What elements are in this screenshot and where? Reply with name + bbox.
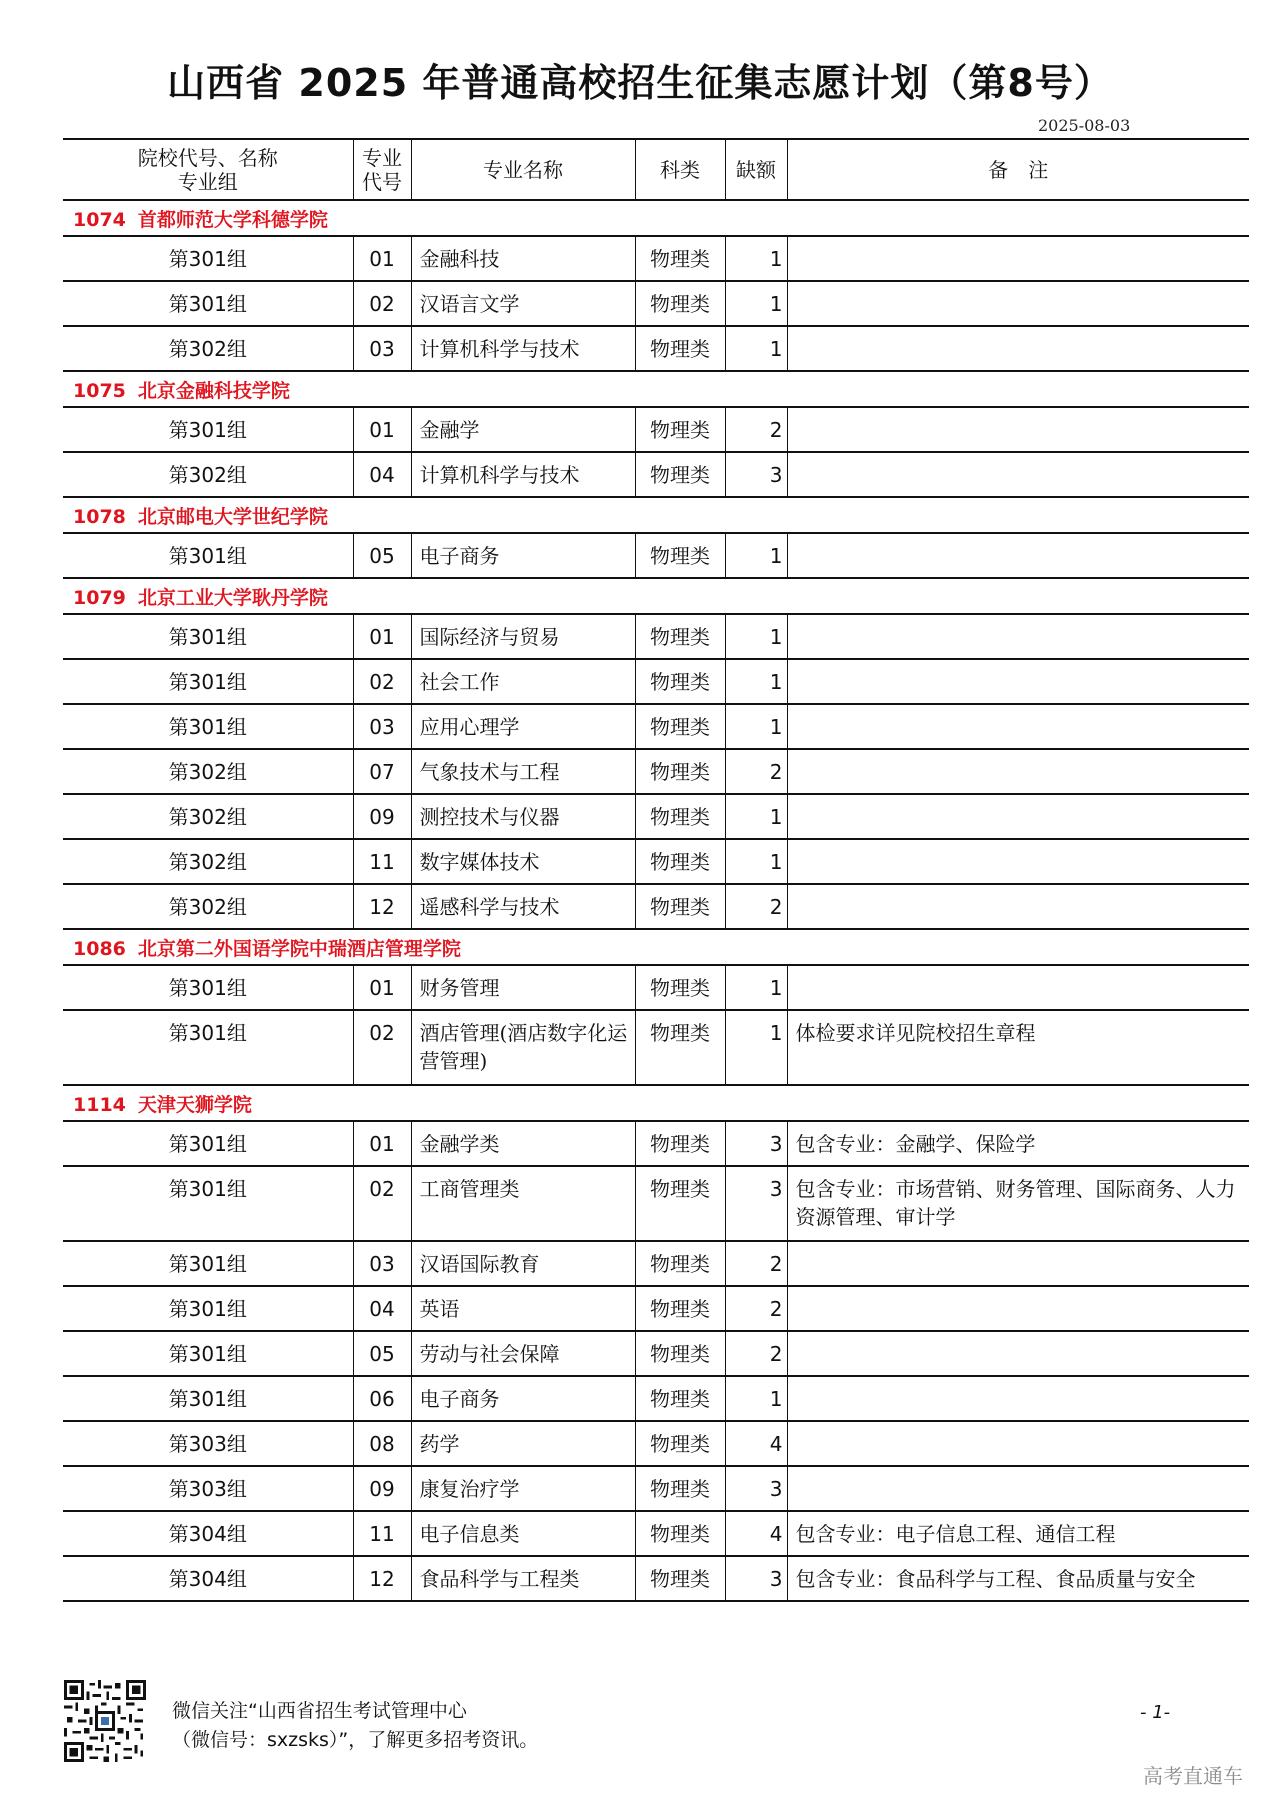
category-cell: 物理类 (635, 533, 725, 578)
table-row (63, 452, 1249, 497)
quota-cell: 1 (725, 839, 787, 884)
table-row (63, 1556, 1249, 1601)
category-cell: 物理类 (635, 1286, 725, 1331)
major-group-cell: 第301组 (63, 704, 353, 749)
qr-code-icon (64, 1680, 146, 1762)
remarks-cell: 包含专业：电子信息工程、通信工程 (787, 1511, 1249, 1556)
major-name-cell: 社会工作 (411, 659, 635, 704)
remarks-cell (787, 1421, 1249, 1466)
quota-cell: 2 (725, 1241, 787, 1286)
institution-name: 北京工业大学耿丹学院 (137, 586, 328, 609)
header-institution-label: 院校代号、名称 (137, 145, 278, 170)
remarks-cell (787, 533, 1249, 578)
institution-code: 1079 (73, 586, 126, 609)
major-code-cell: 06 (353, 1376, 411, 1421)
table-row (63, 1421, 1249, 1466)
major-code-cell: 03 (353, 704, 411, 749)
table-row (63, 281, 1249, 326)
table-row (63, 839, 1249, 884)
header-major-code (353, 139, 411, 200)
institution-code: 1086 (73, 937, 126, 960)
major-code-cell: 01 (353, 965, 411, 1010)
institution-row (63, 1085, 1249, 1121)
quota-cell: 2 (725, 749, 787, 794)
table-row (63, 407, 1249, 452)
remarks-cell (787, 326, 1249, 371)
remarks-cell (787, 749, 1249, 794)
major-group-cell: 第304组 (63, 1556, 353, 1601)
remarks-cell (787, 1376, 1249, 1421)
remarks-cell (787, 704, 1249, 749)
major-group-cell: 第304组 (63, 1511, 353, 1556)
major-name-cell: 康复治疗学 (411, 1466, 635, 1511)
footer-line-1: 微信关注“山西省招生考试管理中心 (172, 1700, 467, 1722)
major-name-cell: 金融学类 (411, 1121, 635, 1166)
category-cell: 物理类 (635, 1511, 725, 1556)
institution-row (63, 578, 1249, 614)
major-code-cell: 08 (353, 1421, 411, 1466)
table-row (63, 533, 1249, 578)
major-group-cell: 第301组 (63, 659, 353, 704)
major-group-cell: 第301组 (63, 407, 353, 452)
quota-cell: 2 (725, 884, 787, 929)
major-group-cell: 第301组 (63, 1286, 353, 1331)
major-group-cell: 第301组 (63, 614, 353, 659)
header-quota: 缺额 (725, 139, 787, 200)
table-row (63, 1241, 1249, 1286)
category-cell: 物理类 (635, 1376, 725, 1421)
major-code-cell: 11 (353, 1511, 411, 1556)
category-cell: 物理类 (635, 1331, 725, 1376)
major-name-cell: 金融学 (411, 407, 635, 452)
institution-name: 北京金融科技学院 (137, 379, 290, 402)
major-code-cell: 12 (353, 884, 411, 929)
major-code-cell: 02 (353, 659, 411, 704)
major-group-cell: 第302组 (63, 749, 353, 794)
major-name-cell: 计算机科学与技术 (411, 326, 635, 371)
table-row (63, 326, 1249, 371)
table-body (63, 200, 1249, 1601)
category-cell: 物理类 (635, 1241, 725, 1286)
table-row (63, 659, 1249, 704)
major-name-cell: 药学 (411, 1421, 635, 1466)
quota-cell: 4 (725, 1511, 787, 1556)
institution-row (63, 200, 1249, 236)
major-code-cell: 01 (353, 407, 411, 452)
quota-cell: 1 (725, 965, 787, 1010)
header-group-label: 专业组 (177, 169, 238, 194)
remarks-cell (787, 452, 1249, 497)
category-cell: 物理类 (635, 614, 725, 659)
quota-cell: 1 (725, 1376, 787, 1421)
quota-cell: 4 (725, 1421, 787, 1466)
quota-cell: 3 (725, 1121, 787, 1166)
remarks-cell (787, 1286, 1249, 1331)
institution-row (63, 371, 1249, 407)
major-code-cell: 07 (353, 749, 411, 794)
remarks-cell (787, 794, 1249, 839)
institution-name: 北京邮电大学世纪学院 (137, 505, 328, 528)
publish-date: 2025-08-03 (1038, 116, 1131, 135)
watermark: 高考直通车 (1143, 1764, 1243, 1788)
page-title: 山西省 2025 年普通高校招生征集志愿计划（第8号） (167, 61, 1113, 105)
quota-cell: 1 (725, 704, 787, 749)
institution-name: 首都师范大学科德学院 (137, 208, 328, 231)
enrollment-plan-table (63, 138, 1249, 1602)
major-code-cell: 03 (353, 1241, 411, 1286)
major-code-cell: 09 (353, 1466, 411, 1511)
institution-row (63, 497, 1249, 533)
quota-cell: 3 (725, 1166, 787, 1241)
major-code-cell: 03 (353, 326, 411, 371)
table-row (63, 614, 1249, 659)
remarks-cell (787, 407, 1249, 452)
table-row (63, 884, 1249, 929)
major-group-cell: 第301组 (63, 236, 353, 281)
header-major-name: 专业名称 (411, 139, 635, 200)
major-group-cell: 第302组 (63, 794, 353, 839)
institution-code: 1074 (73, 208, 126, 231)
category-cell: 物理类 (635, 1421, 725, 1466)
quota-cell: 1 (725, 281, 787, 326)
major-name-cell: 英语 (411, 1286, 635, 1331)
major-name-cell: 电子信息类 (411, 1511, 635, 1556)
major-group-cell: 第301组 (63, 1166, 353, 1241)
quota-cell: 1 (725, 659, 787, 704)
major-group-cell: 第301组 (63, 1241, 353, 1286)
remarks-cell: 包含专业：食品科学与工程、食品质量与安全 (787, 1556, 1249, 1601)
quota-cell: 2 (725, 1331, 787, 1376)
major-name-cell: 工商管理类 (411, 1166, 635, 1241)
table-row (63, 1286, 1249, 1331)
header-major-code-line2: 代号 (362, 169, 402, 194)
major-code-cell: 09 (353, 794, 411, 839)
major-group-cell: 第301组 (63, 533, 353, 578)
remarks-cell (787, 1331, 1249, 1376)
header-major-code-line1: 专业 (362, 145, 402, 170)
category-cell: 物理类 (635, 704, 725, 749)
table-row (63, 1331, 1249, 1376)
quota-cell: 1 (725, 1010, 787, 1085)
table-row (63, 749, 1249, 794)
major-code-cell: 02 (353, 1166, 411, 1241)
major-name-cell: 汉语言文学 (411, 281, 635, 326)
remarks-cell (787, 1466, 1249, 1511)
major-code-cell: 11 (353, 839, 411, 884)
major-group-cell: 第301组 (63, 1121, 353, 1166)
footer-note (172, 1697, 538, 1755)
remarks-cell (787, 1241, 1249, 1286)
institution-cell (63, 497, 1249, 533)
major-name-cell: 汉语国际教育 (411, 1241, 635, 1286)
quota-cell: 1 (725, 326, 787, 371)
major-group-cell: 第302组 (63, 452, 353, 497)
table-row (63, 1376, 1249, 1421)
remarks-cell (787, 659, 1249, 704)
major-code-cell: 05 (353, 533, 411, 578)
category-cell: 物理类 (635, 1010, 725, 1085)
header-category: 科类 (635, 139, 725, 200)
category-cell: 物理类 (635, 749, 725, 794)
category-cell: 物理类 (635, 1556, 725, 1601)
major-name-cell: 酒店管理(酒店数字化运营管理) (411, 1010, 635, 1085)
institution-name: 天津天狮学院 (137, 1093, 252, 1116)
major-name-cell: 应用心理学 (411, 704, 635, 749)
major-code-cell: 02 (353, 1010, 411, 1085)
major-group-cell: 第303组 (63, 1421, 353, 1466)
category-cell: 物理类 (635, 1121, 725, 1166)
institution-cell (63, 200, 1249, 236)
table-row (63, 794, 1249, 839)
category-cell: 物理类 (635, 1466, 725, 1511)
footer-line-2: （微信号：sxzsks）”，了解更多招考资讯。 (172, 1729, 539, 1751)
remarks-cell (787, 965, 1249, 1010)
table-row (63, 704, 1249, 749)
page-number: - 1- (1140, 1702, 1171, 1723)
major-group-cell: 第301组 (63, 965, 353, 1010)
category-cell: 物理类 (635, 965, 725, 1010)
table-row (63, 1121, 1249, 1166)
institution-name: 北京第二外国语学院中瑞酒店管理学院 (137, 937, 461, 960)
category-cell: 物理类 (635, 884, 725, 929)
major-code-cell: 02 (353, 281, 411, 326)
major-group-cell: 第301组 (63, 1331, 353, 1376)
category-cell: 物理类 (635, 794, 725, 839)
table-row (63, 1466, 1249, 1511)
major-name-cell: 食品科学与工程类 (411, 1556, 635, 1601)
institution-code: 1075 (73, 379, 126, 402)
major-name-cell: 劳动与社会保障 (411, 1331, 635, 1376)
institution-cell (63, 371, 1249, 407)
quota-cell: 1 (725, 533, 787, 578)
major-group-cell: 第303组 (63, 1466, 353, 1511)
quota-cell: 2 (725, 1286, 787, 1331)
table-row (63, 1010, 1249, 1085)
category-cell: 物理类 (635, 452, 725, 497)
remarks-cell: 包含专业：金融学、保险学 (787, 1121, 1249, 1166)
major-code-cell: 04 (353, 1286, 411, 1331)
quota-cell: 2 (725, 407, 787, 452)
major-group-cell: 第301组 (63, 1010, 353, 1085)
major-name-cell: 电子商务 (411, 533, 635, 578)
table-row (63, 1511, 1249, 1556)
remarks-cell: 体检要求详见院校招生章程 (787, 1010, 1249, 1085)
major-group-cell: 第302组 (63, 839, 353, 884)
category-cell: 物理类 (635, 839, 725, 884)
category-cell: 物理类 (635, 281, 725, 326)
major-name-cell: 国际经济与贸易 (411, 614, 635, 659)
major-group-cell: 第301组 (63, 281, 353, 326)
quota-cell: 1 (725, 236, 787, 281)
table-row (63, 965, 1249, 1010)
table-row (63, 1166, 1249, 1241)
institution-code: 1078 (73, 505, 126, 528)
table-header-row (63, 139, 1249, 200)
header-remarks: 备 注 (787, 139, 1249, 200)
category-cell: 物理类 (635, 1166, 725, 1241)
institution-cell (63, 929, 1249, 965)
quota-cell: 1 (725, 794, 787, 839)
major-code-cell: 05 (353, 1331, 411, 1376)
major-name-cell: 气象技术与工程 (411, 749, 635, 794)
major-name-cell: 电子商务 (411, 1376, 635, 1421)
quota-cell: 3 (725, 1556, 787, 1601)
category-cell: 物理类 (635, 236, 725, 281)
table-row (63, 236, 1249, 281)
remarks-cell (787, 236, 1249, 281)
major-code-cell: 12 (353, 1556, 411, 1601)
major-group-cell: 第302组 (63, 884, 353, 929)
institution-code: 1114 (73, 1093, 126, 1116)
quota-cell: 3 (725, 452, 787, 497)
remarks-cell (787, 884, 1249, 929)
major-code-cell: 01 (353, 614, 411, 659)
remarks-cell: 包含专业：市场营销、财务管理、国际商务、人力资源管理、审计学 (787, 1166, 1249, 1241)
major-name-cell: 金融科技 (411, 236, 635, 281)
quota-cell: 3 (725, 1466, 787, 1511)
major-group-cell: 第301组 (63, 1376, 353, 1421)
major-group-cell: 第302组 (63, 326, 353, 371)
major-name-cell: 测控技术与仪器 (411, 794, 635, 839)
major-name-cell: 数字媒体技术 (411, 839, 635, 884)
major-code-cell: 01 (353, 1121, 411, 1166)
remarks-cell (787, 614, 1249, 659)
major-name-cell: 遥感科学与技术 (411, 884, 635, 929)
quota-cell: 1 (725, 614, 787, 659)
major-code-cell: 04 (353, 452, 411, 497)
header-institution-group (63, 139, 353, 200)
remarks-cell (787, 839, 1249, 884)
category-cell: 物理类 (635, 326, 725, 371)
institution-cell (63, 1085, 1249, 1121)
institution-cell (63, 578, 1249, 614)
category-cell: 物理类 (635, 659, 725, 704)
category-cell: 物理类 (635, 407, 725, 452)
remarks-cell (787, 281, 1249, 326)
institution-row (63, 929, 1249, 965)
major-name-cell: 计算机科学与技术 (411, 452, 635, 497)
major-name-cell: 财务管理 (411, 965, 635, 1010)
major-code-cell: 01 (353, 236, 411, 281)
